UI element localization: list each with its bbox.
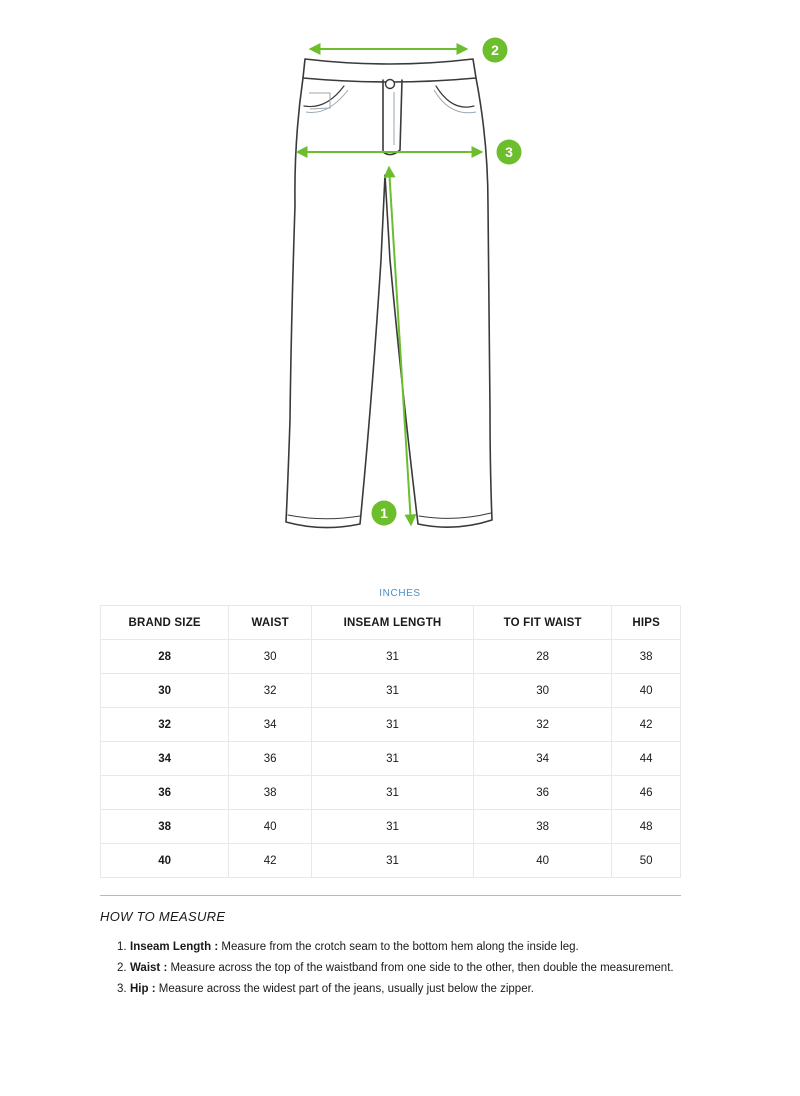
cell: 40 [612,674,681,708]
list-item [117,938,675,957]
cell: 40 [474,844,612,878]
how-to-measure-steps [117,938,675,1001]
cell: 31 [311,742,473,776]
step-text: Measure across the widest part of the jeans, usually just below the zipper. [155,983,534,995]
cell: 42 [612,708,681,742]
step-number: 2. [117,962,127,974]
cell: 38 [101,810,229,844]
button-icon [386,80,395,89]
list-item [117,980,675,999]
cell: 34 [101,742,229,776]
cell: 34 [229,708,312,742]
cell: 36 [474,776,612,810]
marker-3 [497,140,522,165]
step-text: Measure across the top of the waistband from one side to the other, then double the measurement. [167,962,674,974]
table-row [101,844,681,878]
cell: 31 [311,674,473,708]
step-text: Measure from the crotch seam to the bottom hem along the inside leg. [218,941,579,953]
header-hips: HIPS [612,606,681,640]
header-inseam-length: INSEAM LENGTH [311,606,473,640]
cell: 48 [612,810,681,844]
cell: 42 [229,844,312,878]
header-brand-size: BRAND SIZE [101,606,229,640]
cell: 46 [612,776,681,810]
table-row [101,742,681,776]
marker-1 [372,501,397,526]
inseam-arrow [389,168,411,524]
header-waist: WAIST [229,606,312,640]
table-row [101,674,681,708]
table-row [101,810,681,844]
step-number: 1. [117,941,127,953]
cell: 31 [311,640,473,674]
cell: 38 [474,810,612,844]
cell: 31 [311,810,473,844]
cell: 28 [474,640,612,674]
cell: 32 [474,708,612,742]
marker-3-label: 3 [505,144,513,160]
cell: 38 [229,776,312,810]
marker-2-label: 2 [491,42,499,58]
unit-label: INCHES [379,588,421,599]
cell: 36 [229,742,312,776]
table-row [101,776,681,810]
cell: 36 [101,776,229,810]
cell: 30 [101,674,229,708]
cell: 31 [311,708,473,742]
cell: 38 [612,640,681,674]
cell: 32 [101,708,229,742]
marker-2 [483,38,508,63]
marker-1-label: 1 [380,505,388,521]
cell: 30 [474,674,612,708]
step-number: 3. [117,983,127,995]
jeans-outline [286,59,492,528]
cell: 28 [101,640,229,674]
cell: 40 [101,844,229,878]
step-term: Hip : [130,983,156,995]
step-term: Inseam Length : [130,941,219,953]
table-header-row [101,606,681,640]
how-to-measure-title: HOW TO MEASURE [100,909,226,924]
cell: 32 [229,674,312,708]
list-item [117,959,675,978]
header-to-fit-waist: TO FIT WAIST [474,606,612,640]
cell: 30 [229,640,312,674]
divider [100,895,681,896]
cell: 34 [474,742,612,776]
size-chart-table [100,605,681,878]
cell: 50 [612,844,681,878]
table-row [101,640,681,674]
cell: 40 [229,810,312,844]
cell: 31 [311,776,473,810]
measurement-arrows [298,49,481,524]
cell: 31 [311,844,473,878]
cell: 44 [612,742,681,776]
table-row [101,708,681,742]
step-term: Waist : [130,962,168,974]
